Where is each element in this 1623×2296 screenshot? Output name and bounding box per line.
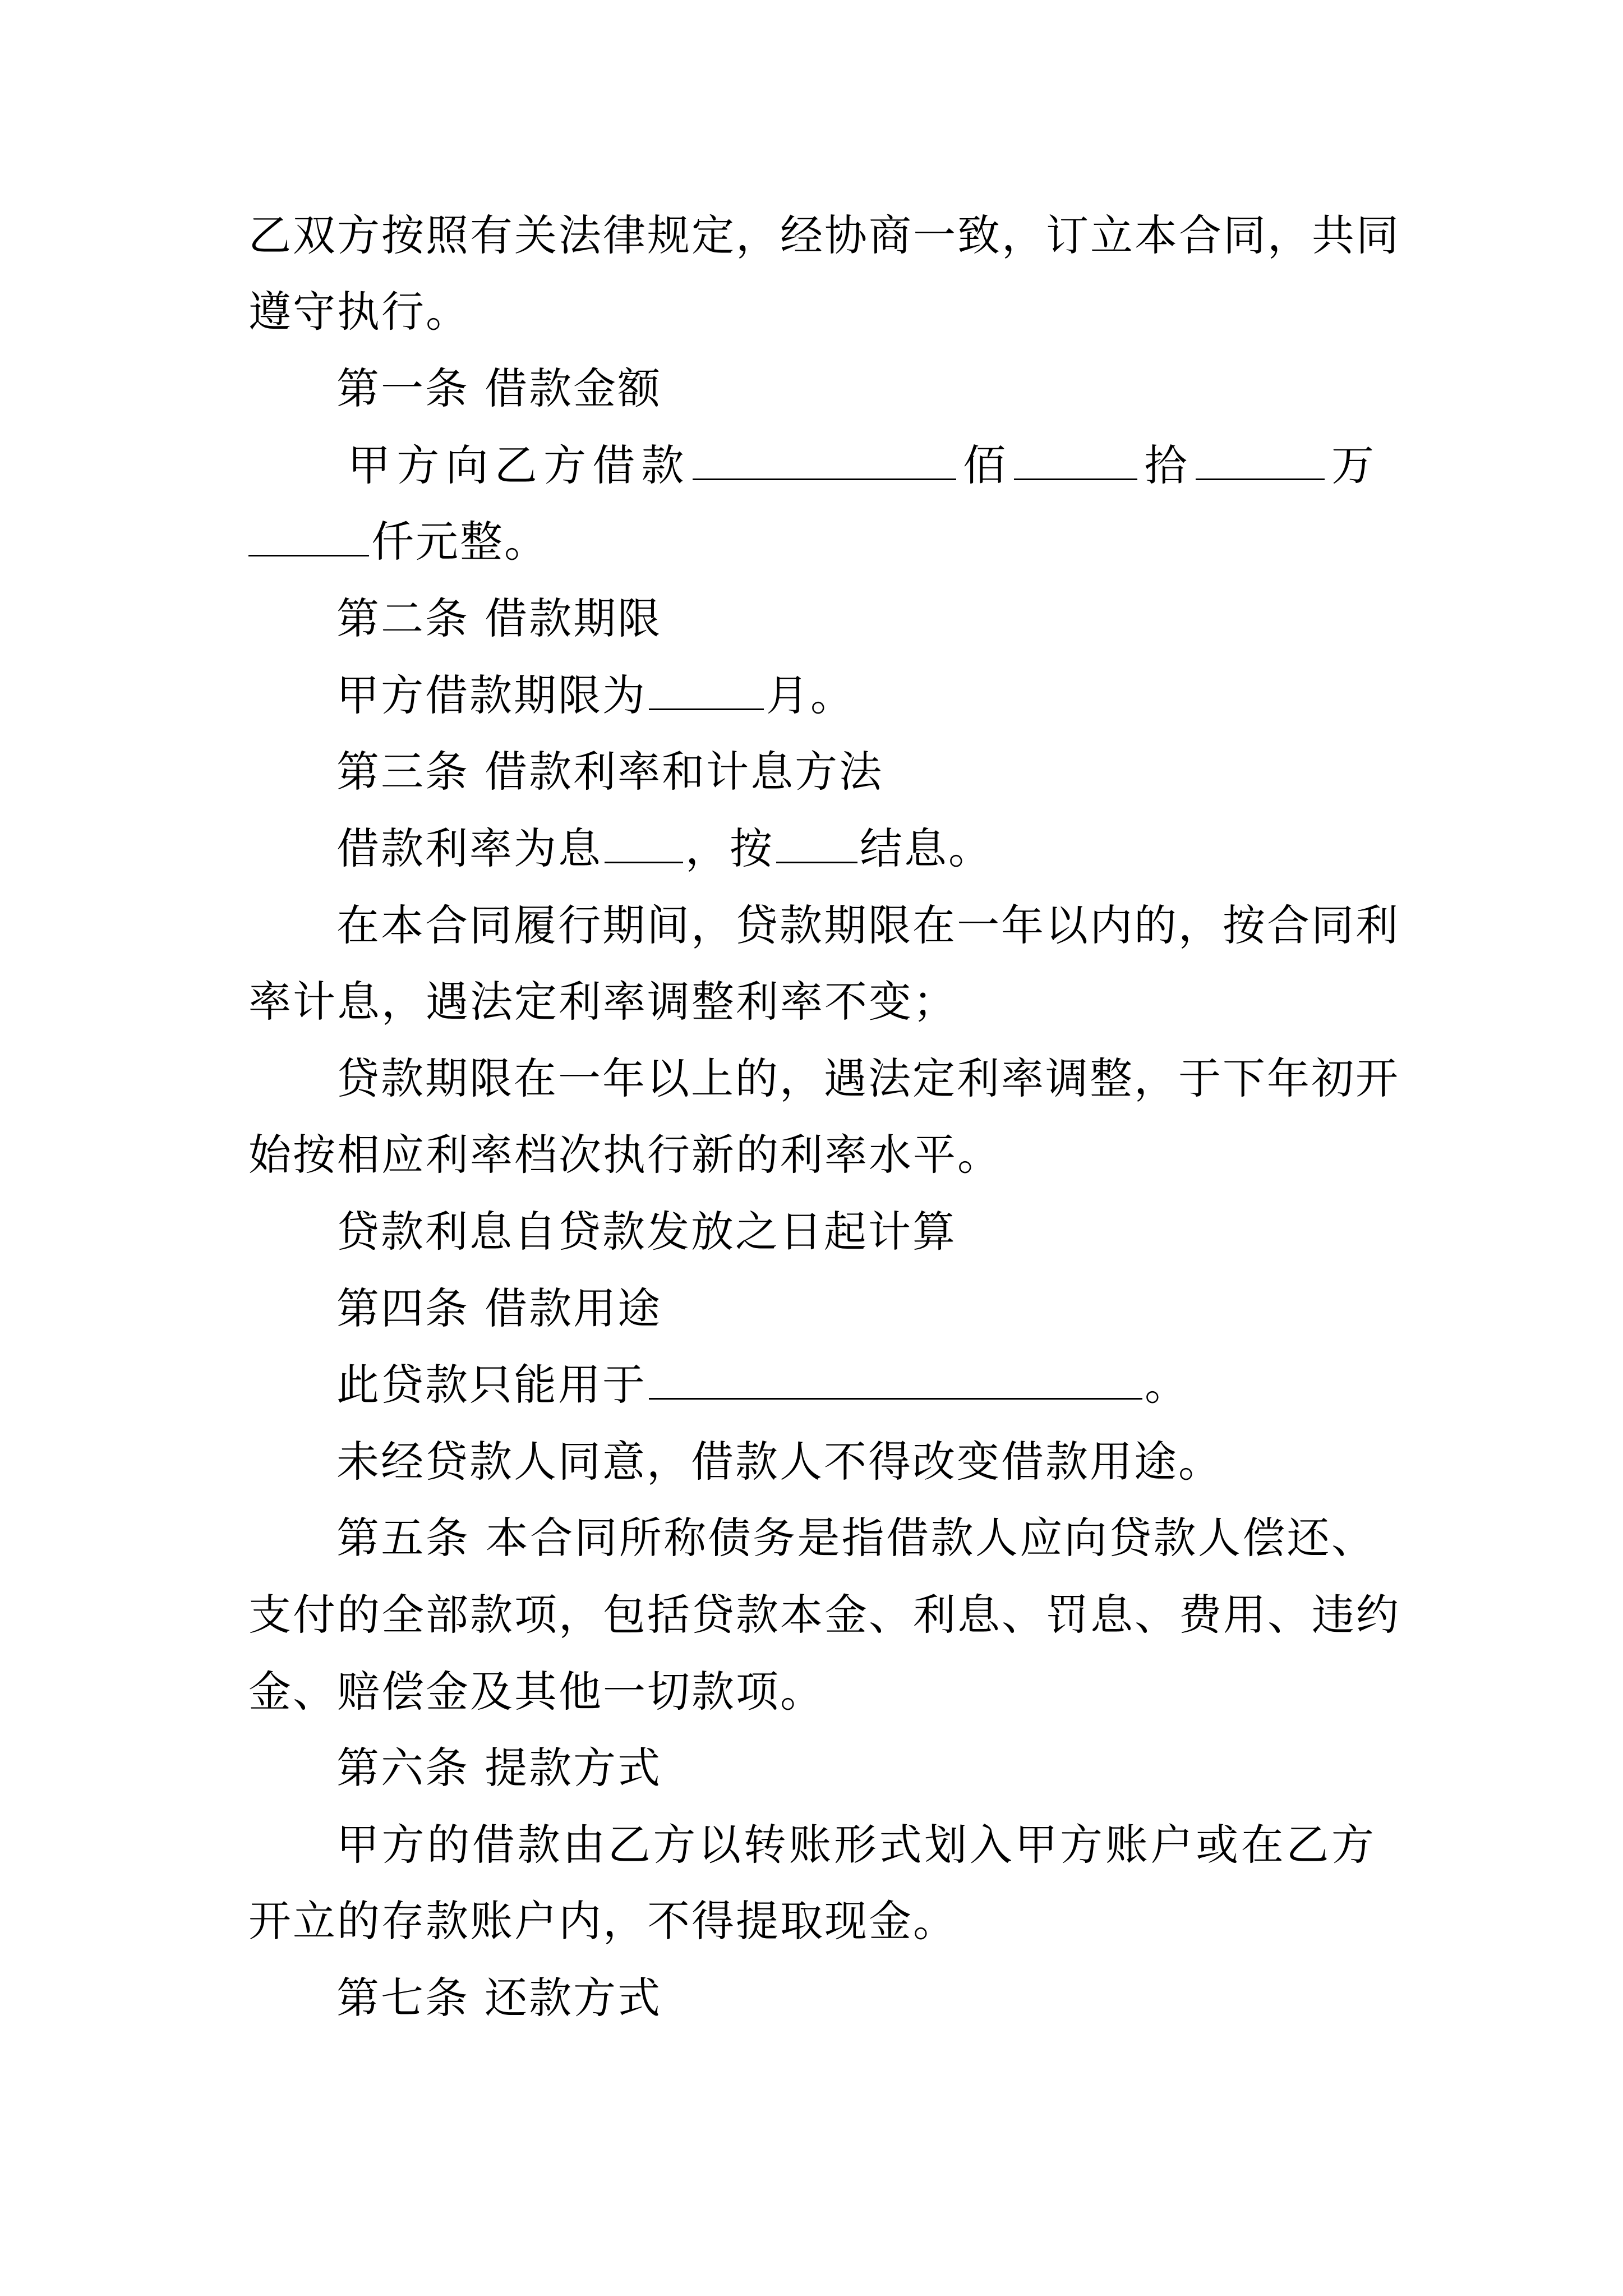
paragraph-line: 率计息，遇法定利率调整利率不变； [248,977,957,1027]
unit-wan: 万 [1326,440,1376,490]
unit-shi: 拾 [1140,440,1193,490]
article-4-title: 第四条 借款用途 [336,1283,662,1333]
paragraph-line: 始按相应利率档次执行新的利率水平。 [248,1130,1002,1180]
paragraph-line: 乙双方按照有关法律规定，经协商一致，订立本合同，共同 [248,210,1400,260]
article-6-title: 第六条 提款方式 [336,1743,662,1793]
interest-period-blank[interactable] [776,822,857,863]
paragraph-line: 未经贷款人同意，借款人不得改变借款用途。 [336,1437,1223,1487]
rate-by: ，按 [685,823,774,873]
article-4-purpose-line [336,1358,1376,1412]
article-2-title: 第二条 借款期限 [336,593,662,643]
purpose-label: 此贷款只能用于 [336,1360,647,1410]
article-2-term-line [336,669,1376,723]
article-6-line: 甲方的借款由乙方以转账形式划入甲方账户或在乙方 [336,1820,1376,1870]
unit-bai: 佰 [958,440,1012,490]
amount-blank-qian[interactable] [248,516,369,556]
unit-qian-end: 仟元整。 [371,517,548,567]
paragraph-line: 在本合同履行期间，贷款期限在一年以内的，按合同利 [336,900,1400,950]
article-1-title: 第一条 借款金额 [336,364,662,413]
article-3-rate-line [336,822,1376,876]
article-3-title: 第三条 借款利率和计息方法 [336,747,884,797]
article-7-title: 第七条 还款方式 [336,1973,662,2023]
term-label: 甲方借款期限为 [336,670,647,720]
amount-blank-wan[interactable] [1196,439,1325,480]
amount-label: 甲方向乙方借款 [348,440,690,490]
term-months-blank[interactable] [649,669,764,710]
article-1-amount-line [348,439,1376,493]
paragraph-line: 贷款期限在一年以上的，遇法定利率调整，于下年初开 [336,1053,1400,1103]
amount-blank-hundreds-thousands[interactable] [693,439,956,480]
article-6-line: 开立的存款账户内，不得提取现金。 [248,1896,957,1946]
rate-end: 结息。 [860,823,993,873]
rate-label: 借款利率为息 [336,823,602,873]
purpose-end: 。 [1145,1360,1189,1410]
article-5-line: 金、赔偿金及其他一切款项。 [248,1667,824,1717]
amount-blank-tens[interactable] [1014,439,1137,480]
article-5-line: 支付的全部款项，包括贷款本金、利息、罚息、费用、违约 [248,1590,1400,1640]
term-unit: 月。 [766,670,855,720]
rate-blank[interactable] [605,822,683,863]
purpose-blank[interactable] [649,1359,1142,1400]
paragraph-line: 遵守执行。 [248,287,470,337]
article-5-line: 第五条 本合同所称债务是指借款人应向贷款人偿还、 [336,1513,1376,1563]
article-1-amount-line-2 [248,515,1376,569]
paragraph-line: 贷款利息自贷款发放之日起计算 [336,1207,957,1257]
